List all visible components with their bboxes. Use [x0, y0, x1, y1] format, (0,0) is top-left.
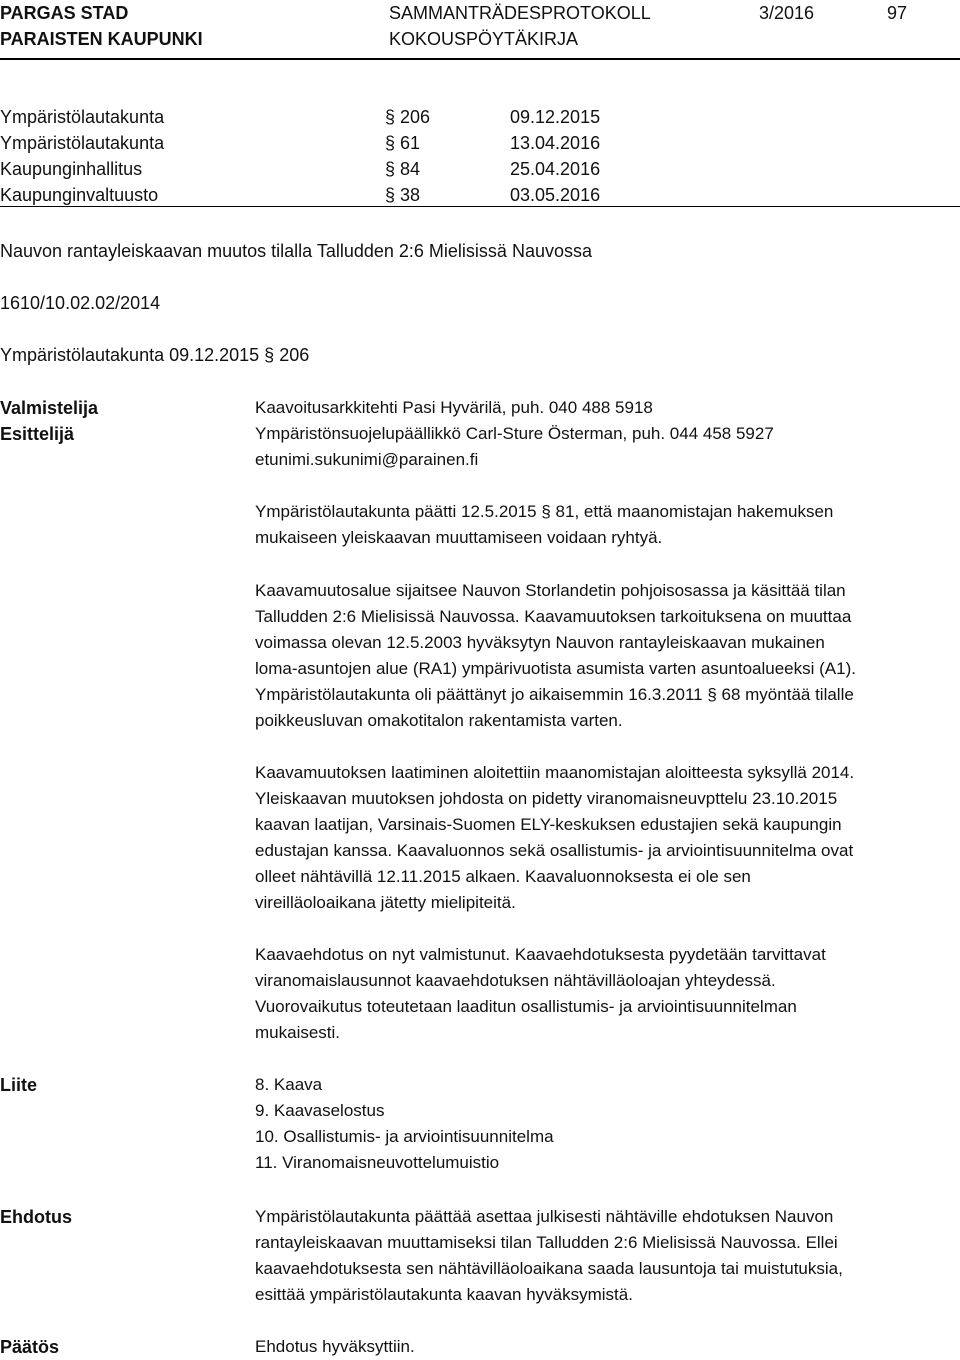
org-name-sv: PARAISTEN KAUPUNKI — [0, 29, 203, 49]
preparer-text: Kaavoitusarkkitehti Pasi Hyvärilä, puh. 040 488 5918 — [255, 398, 653, 417]
paragraph-line: poikkeusluvan omakotitalon rakentamista varten. — [255, 711, 623, 730]
proposal-line: Ympäristölautakunta päättää asettaa julkisesti nähtäville ehdotuksen Nauvon — [255, 1207, 834, 1226]
history-date: 09.12.2015 — [510, 107, 601, 127]
preparer-label: Valmistelija — [0, 398, 99, 418]
proposal-line: esittää ympäristölautakunta kaavan hyväksymistä. — [255, 1285, 633, 1304]
history-body: Ympäristölautakunta — [0, 107, 165, 127]
meeting-reference: Ympäristölautakunta 09.12.2015 § 206 — [0, 345, 310, 365]
history-section: § 84 — [385, 159, 421, 179]
history-date: 03.05.2016 — [510, 185, 601, 205]
paragraph-line: Ympäristölautakunta päätti 12.5.2015 § 81, että maanomistajan hakemuksen — [255, 502, 834, 521]
paragraph — [255, 499, 955, 551]
header-rule — [0, 58, 960, 60]
page-number: 97 — [887, 3, 908, 23]
proposal-line: kaavaehdotuksesta sen nähtävilläoloaikana saada lausuntoja tai muistutuksia, — [255, 1259, 843, 1278]
history-body: Kaupunginhallitus — [0, 159, 143, 179]
paragraph-line: Ympäristölautakunta oli päättänyt jo aikaisemmin 16.3.2011 § 68 myöntää tilalle — [255, 685, 854, 704]
paragraph-line: mukaiseen yleiskaavan muuttamiseen voidaan ryhtyä. — [255, 528, 663, 547]
doc-type-fi: SAMMANTRÄDESPROTOKOLL — [389, 3, 651, 23]
paragraph-line: Yleiskaavan muutoksen johdosta on pidetty viranomaisneuvpttelu 23.10.2015 — [255, 789, 838, 808]
paragraph-line: voimassa olevan 12.5.2003 hyväksytyn Nauvon rantayleiskaavan mukainen — [255, 633, 825, 652]
paragraph-line: kaavan laatijan, Varsinais-Suomen ELY-keskuksen edustajien sekä kaupungin — [255, 815, 842, 834]
paragraph-line: Kaavamuutosalue sijaitsee Nauvon Storlandetin pohjoisosassa ja käsittää tilan — [255, 581, 846, 600]
decision-label: Päätös — [0, 1337, 60, 1357]
history-section: § 61 — [385, 133, 421, 153]
history-date: 13.04.2016 — [510, 133, 601, 153]
decision-text: Ehdotus hyväksyttiin. — [255, 1337, 415, 1356]
issue-number: 3/2016 — [759, 3, 815, 23]
attachments-label: Liite — [0, 1075, 38, 1095]
history-section: § 206 — [385, 107, 431, 127]
paragraph-line: viranomaislausunnot kaavaehdotuksen nähtävilläoloajan yhteydessä. — [255, 971, 776, 990]
paragraph-line: Kaavaehdotus on nyt valmistunut. Kaavaehdotuksesta pyydetään tarvittavat — [255, 945, 826, 964]
doc-type-sv: KOKOUSPÖYTÄKIRJA — [389, 29, 579, 49]
presenter-label: Esittelijä — [0, 424, 75, 444]
history-section: § 38 — [385, 185, 421, 205]
attachment-item: 11. Viranomaisneuvottelumuistio — [255, 1153, 500, 1172]
org-name-fi: PARGAS STAD — [0, 3, 129, 23]
paragraph-line: loma-asuntojen alue (RA1) ympärivuotista asumista varten asuntoalueeksi (A1). — [255, 659, 856, 678]
history-date: 25.04.2016 — [510, 159, 601, 179]
presenter-email: etunimi.sukunimi@parainen.fi — [255, 450, 479, 469]
paragraph — [255, 942, 955, 1046]
proposal-line: rantayleiskaavan muuttamiseksi tilan Talludden 2:6 Mielisissä Nauvossa. Ellei — [255, 1233, 838, 1252]
paragraph-line: vireilläoloaikana jätetty mielipiteitä. — [255, 893, 516, 912]
paragraph — [255, 578, 955, 734]
proposal-text — [255, 1204, 955, 1308]
proposal-label: Ehdotus — [0, 1207, 72, 1227]
presenter-text: Ympäristönsuojelupäällikkö Carl-Sture Österman, puh. 044 458 5927 — [255, 424, 774, 443]
paragraph-line: Kaavamuutoksen laatiminen aloitettiin maanomistajan aloitteesta syksyllä 2014. — [255, 763, 855, 782]
attachment-item: 8. Kaava — [255, 1075, 323, 1094]
paragraph-line: mukaisesti. — [255, 1023, 341, 1042]
history-body: Ympäristölautakunta — [0, 133, 165, 153]
paragraph — [255, 760, 955, 916]
paragraph-line: edustajan kanssa. Kaavaluonnos sekä osallistumis- ja arviointisuunnitelma ovat — [255, 841, 854, 860]
paragraph-line: olleet nähtävillä 12.11.2015 alkaen. Kaavaluonnoksesta ei ole sen — [255, 867, 751, 886]
reference-number: 1610/10.02.02/2014 — [0, 293, 161, 313]
attachment-item: 10. Osallistumis- ja arviointisuunnitelma — [255, 1127, 554, 1146]
item-title: Nauvon rantayleiskaavan muutos tilalla Talludden 2:6 Mielisissä Nauvossa — [0, 241, 592, 261]
history-rule — [0, 206, 960, 207]
attachment-list — [255, 1072, 955, 1176]
paragraph-line: Vuorovaikutus toteutetaan laaditun osallistumis- ja arviointisuunnitelman — [255, 997, 797, 1016]
attachment-item: 9. Kaavaselostus — [255, 1101, 385, 1120]
history-body: Kaupunginvaltuusto — [0, 185, 159, 205]
paragraph-line: Talludden 2:6 Mielisissä Nauvossa. Kaavamuutoksen tarkoituksena on muuttaa — [255, 607, 852, 626]
